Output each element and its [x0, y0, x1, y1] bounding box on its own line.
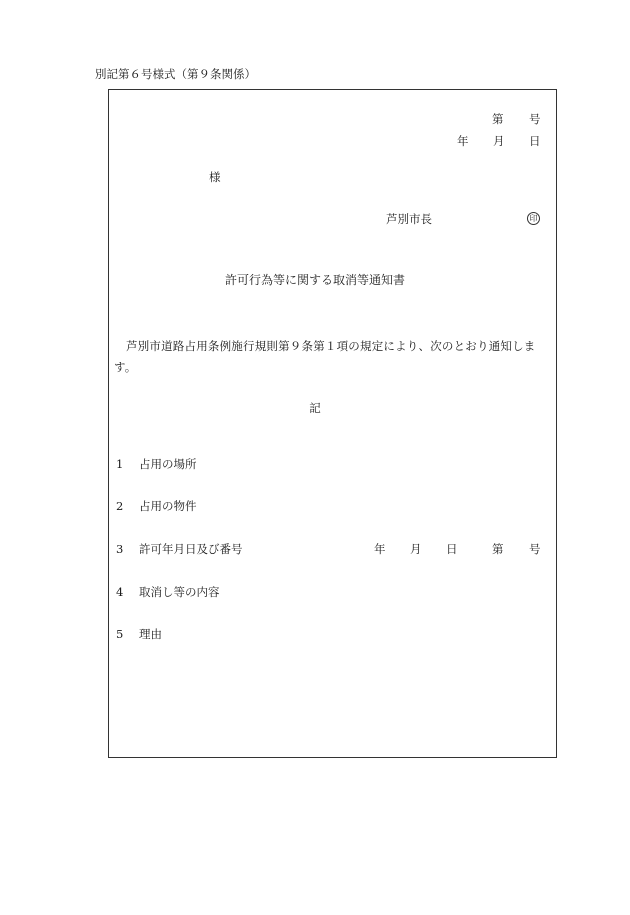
seal-stamp: 印 [527, 212, 540, 225]
form-number-label: 別記第６号様式（第９条関係） [95, 67, 256, 81]
ki-heading: 記 [309, 401, 321, 415]
document-title: 許可行為等に関する取消等通知書 [224, 273, 405, 287]
issuer-name: 芦別市長 [386, 212, 432, 226]
item-3-number: 3 [116, 542, 124, 556]
date-year: 年 [457, 134, 469, 148]
item-3-dai: 第 [492, 542, 504, 556]
doc-number-dai: 第 [492, 112, 504, 126]
item-3-year: 年 [374, 542, 386, 556]
item-1-label: 占用の場所 [139, 457, 197, 471]
item-1-number: 1 [116, 457, 124, 471]
doc-number-go: 号 [529, 112, 541, 126]
item-3-label: 許可年月日及び番号 [139, 542, 243, 556]
item-2-number: 2 [116, 499, 124, 513]
item-3-day: 日 [446, 542, 458, 556]
item-4-number: 4 [116, 585, 124, 599]
body-text: 芦別市道路占用条例施行規則第９条第１項の規定により、次のとおり通知します。 [114, 339, 536, 374]
notice-frame [108, 89, 557, 758]
addressee-sama: 様 [209, 170, 221, 184]
item-4-label: 取消し等の内容 [139, 585, 220, 599]
item-3-month: 月 [410, 542, 422, 556]
date-month: 月 [493, 134, 505, 148]
item-2-label: 占用の物件 [139, 499, 197, 513]
item-5-number: 5 [116, 627, 124, 641]
item-5-label: 理由 [139, 627, 162, 641]
item-3-go: 号 [529, 542, 541, 556]
date-day: 日 [529, 134, 541, 148]
